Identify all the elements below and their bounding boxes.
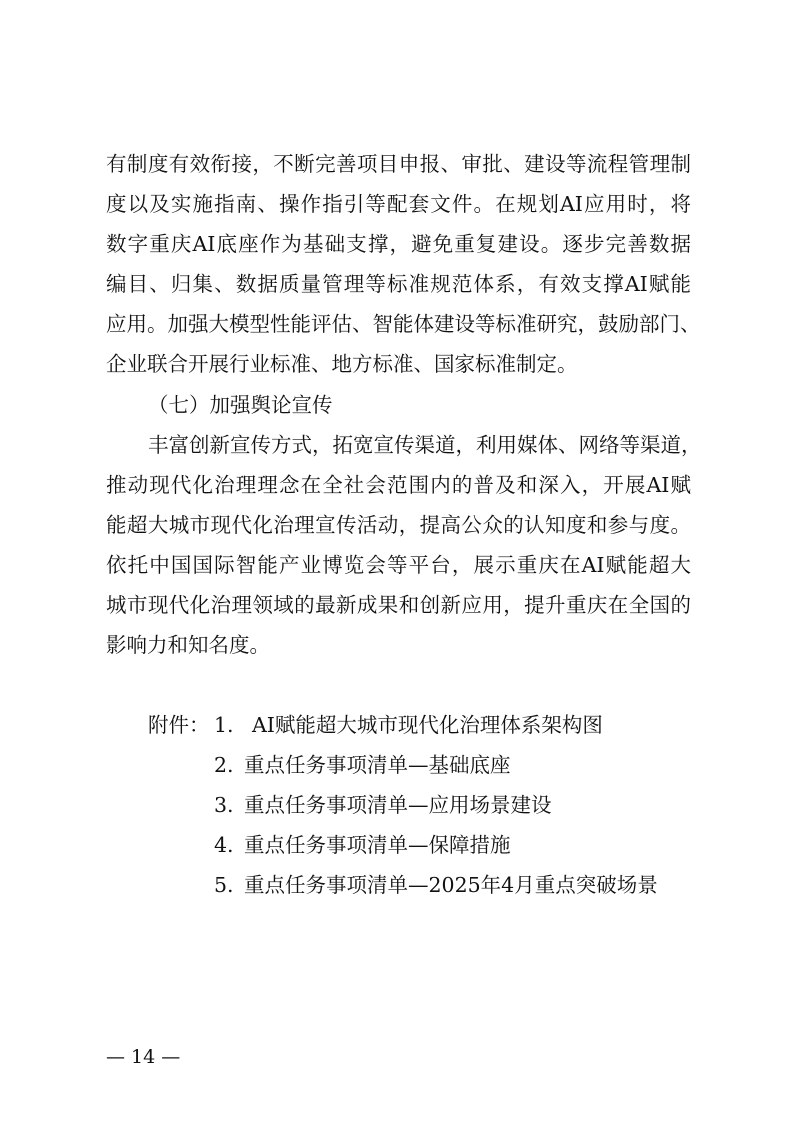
paragraph-line: 企业联合开展行业标准、地方标准、国家标准制定。 (106, 352, 578, 376)
paragraph-line: 有制度有效衔接，不断完善项目申报、审批、建设等流程管理制 (106, 152, 691, 176)
attachment-number: 1. (214, 713, 234, 737)
attachment-item (214, 713, 603, 737)
attachments-label: 附件： (148, 713, 210, 737)
attachment-item (214, 833, 511, 857)
paragraph-line: 推动现代化治理理念在全社会范围内的普及和深入，开展AI赋 (106, 473, 691, 497)
attachment-title: AI赋能超大城市现代化治理体系架构图 (252, 713, 603, 737)
attachment-number: 4. (214, 833, 234, 857)
attachment-number: 3. (214, 793, 234, 817)
paragraph-line: 度以及实施指南、操作指引等配套文件。在规划AI应用时，将 (106, 192, 691, 216)
paragraph-line: 应用。加强大模型性能评估、智能体建设等标准研究，鼓励部门、 (106, 312, 701, 336)
paragraph-line: 能超大城市现代化治理宣传活动，提高公众的认知度和参与度。 (106, 513, 691, 537)
paragraph-line: 丰富创新宣传方式，拓宽宣传渠道，利用媒体、网络等渠道， (148, 433, 702, 457)
attachment-title: 重点任务事项清单—基础底座 (244, 753, 511, 777)
attachment-title: 重点任务事项清单—应用场景建设 (244, 793, 552, 817)
page-number: — 14 — (106, 1046, 181, 1068)
attachment-title: 重点任务事项清单—保障措施 (244, 833, 511, 857)
paragraph-line: 数字重庆AI底座作为基础支撑，避免重复建设。逐步完善数据 (106, 232, 691, 256)
attachment-item (214, 753, 511, 777)
attachment-title: 重点任务事项清单—2025年4月重点突破场景 (244, 873, 658, 897)
paragraph-line: 编目、归集、数据质量管理等标准规范体系，有效支撑AI赋能 (106, 272, 691, 296)
attachment-item (214, 793, 552, 817)
attachment-number: 5. (214, 873, 234, 897)
section-heading: （七）加强舆论宣传 (148, 393, 333, 417)
paragraph-line: 城市现代化治理领域的最新成果和创新应用，提升重庆在全国的 (106, 593, 691, 617)
attachment-number: 2. (214, 753, 234, 777)
attachment-item (214, 873, 658, 897)
paragraph-line: 依托中国国际智能产业博览会等平台，展示重庆在AI赋能超大 (106, 553, 691, 577)
paragraph-line: 影响力和知名度。 (106, 633, 270, 657)
